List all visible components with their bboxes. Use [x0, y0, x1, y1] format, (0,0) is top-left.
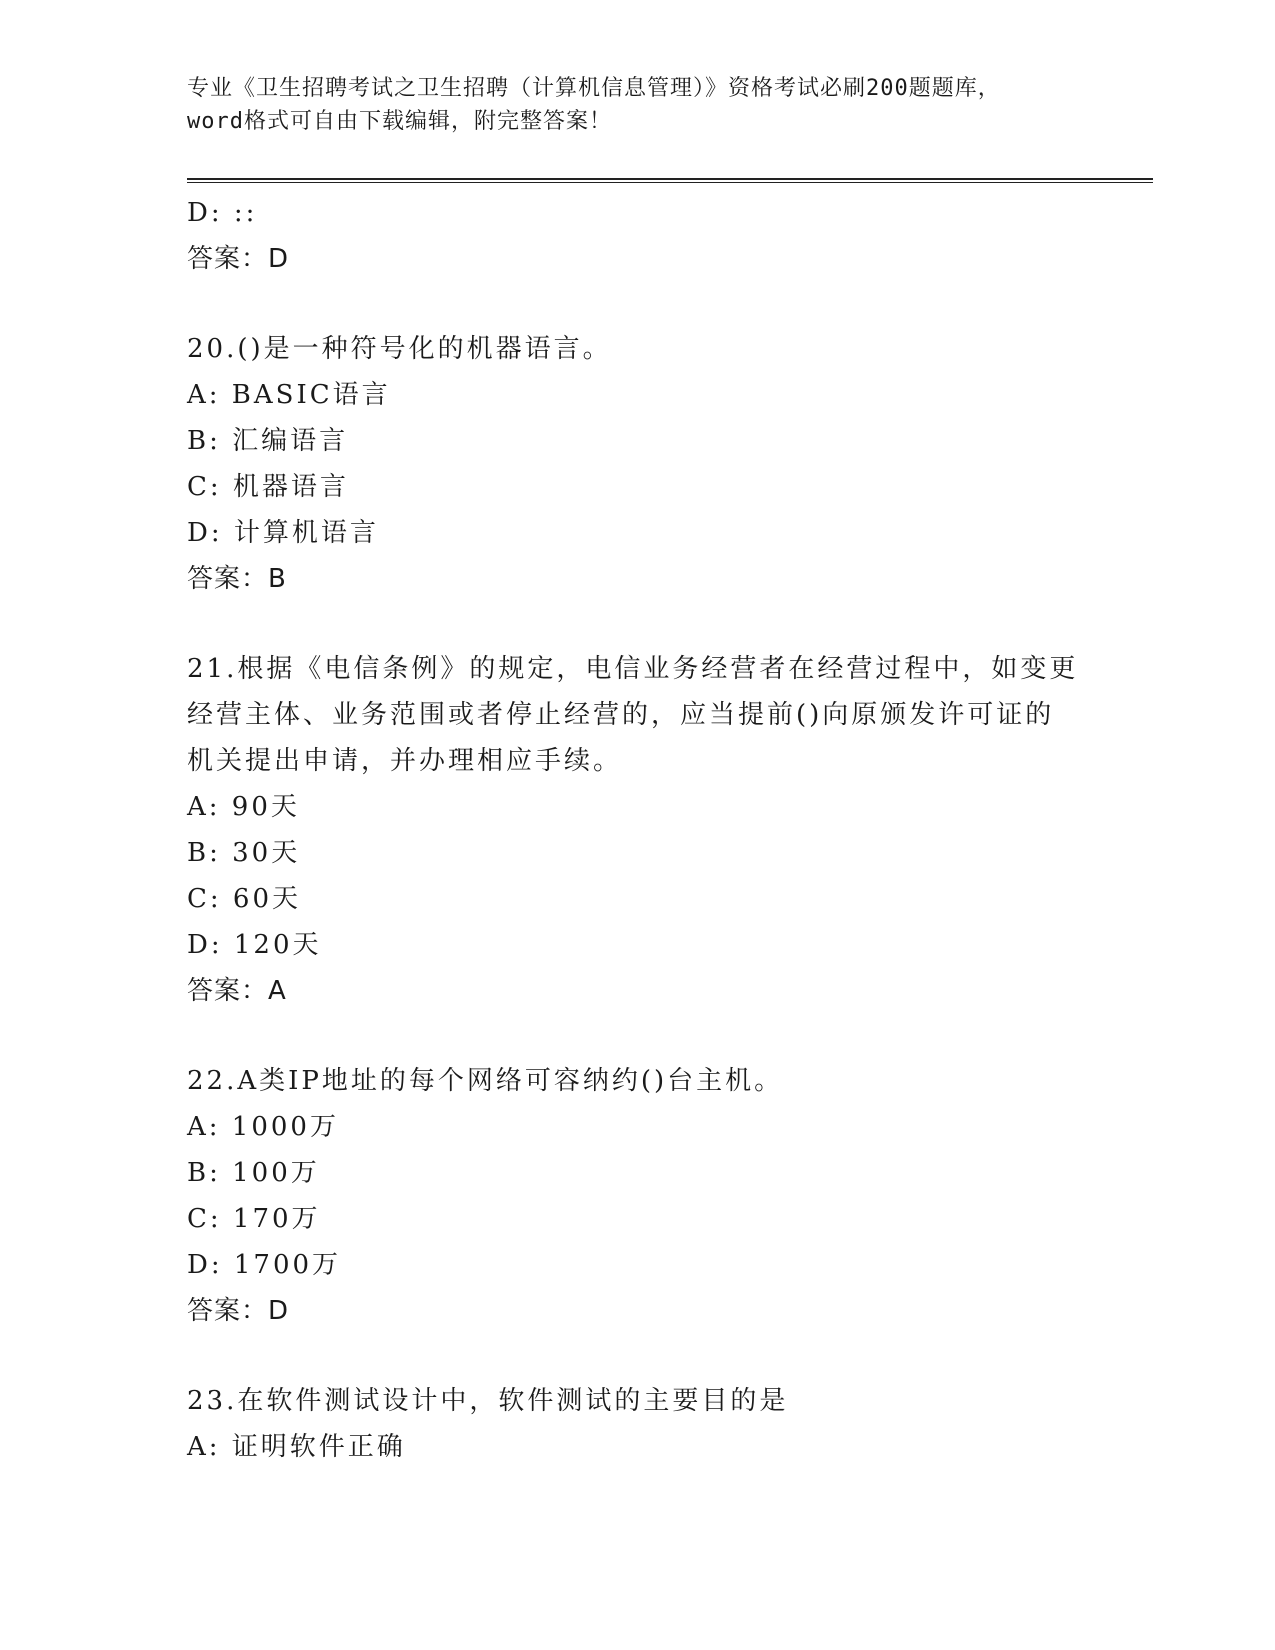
answer-line: 答案：D — [187, 244, 290, 274]
option-d: D: :: — [187, 198, 258, 228]
header-divider — [187, 178, 1153, 183]
question-21 — [187, 646, 1087, 1014]
header-line-1: 专业《卫生招聘考试之卫生招聘（计算机信息管理）》资格考试必刷200题题库， — [187, 76, 1001, 101]
option-a: A: 90天 — [187, 792, 300, 822]
option-c: C: 60天 — [187, 884, 302, 914]
option-b: B: 100万 — [187, 1158, 320, 1188]
option-c: C: 170万 — [187, 1204, 321, 1234]
question-fragment — [187, 190, 1087, 282]
option-d: D: 120天 — [187, 930, 322, 960]
question-stem: 22.A类IP地址的每个网络可容纳约()台主机。 — [187, 1066, 784, 1096]
option-d: D: 计算机语言 — [187, 518, 379, 548]
header-line-2: word格式可自由下载编辑，附完整答案！ — [187, 109, 612, 134]
option-a: A: 1000万 — [187, 1112, 339, 1142]
question-20 — [187, 326, 1087, 602]
answer-line: 答案：D — [187, 1296, 290, 1326]
question-stem-line-3: 机关提出申请，并办理相应手续。 — [187, 746, 623, 776]
question-stem-line-1: 21.根据《电信条例》的规定，电信业务经营者在经营过程中，如变更 — [187, 654, 1079, 684]
option-d: D: 1700万 — [187, 1250, 342, 1280]
option-b: B: 汇编语言 — [187, 426, 349, 456]
question-23 — [187, 1378, 1087, 1470]
option-a: A: BASIC语言 — [187, 380, 391, 410]
answer-line: 答案：A — [187, 976, 287, 1006]
answer-line: 答案：B — [187, 564, 287, 594]
question-stem: 20.()是一种符号化的机器语言。 — [187, 334, 612, 364]
question-stem: 23.在软件测试设计中，软件测试的主要目的是 — [187, 1386, 789, 1416]
document-header — [187, 72, 1087, 138]
question-22 — [187, 1058, 1087, 1334]
option-a: A: 证明软件正确 — [187, 1432, 406, 1462]
option-b: B: 30天 — [187, 838, 301, 868]
question-list — [187, 190, 1087, 1470]
question-stem-line-2: 经营主体、业务范围或者停止经营的，应当提前()向原颁发许可证的 — [187, 700, 1055, 730]
option-c: C: 机器语言 — [187, 472, 349, 502]
